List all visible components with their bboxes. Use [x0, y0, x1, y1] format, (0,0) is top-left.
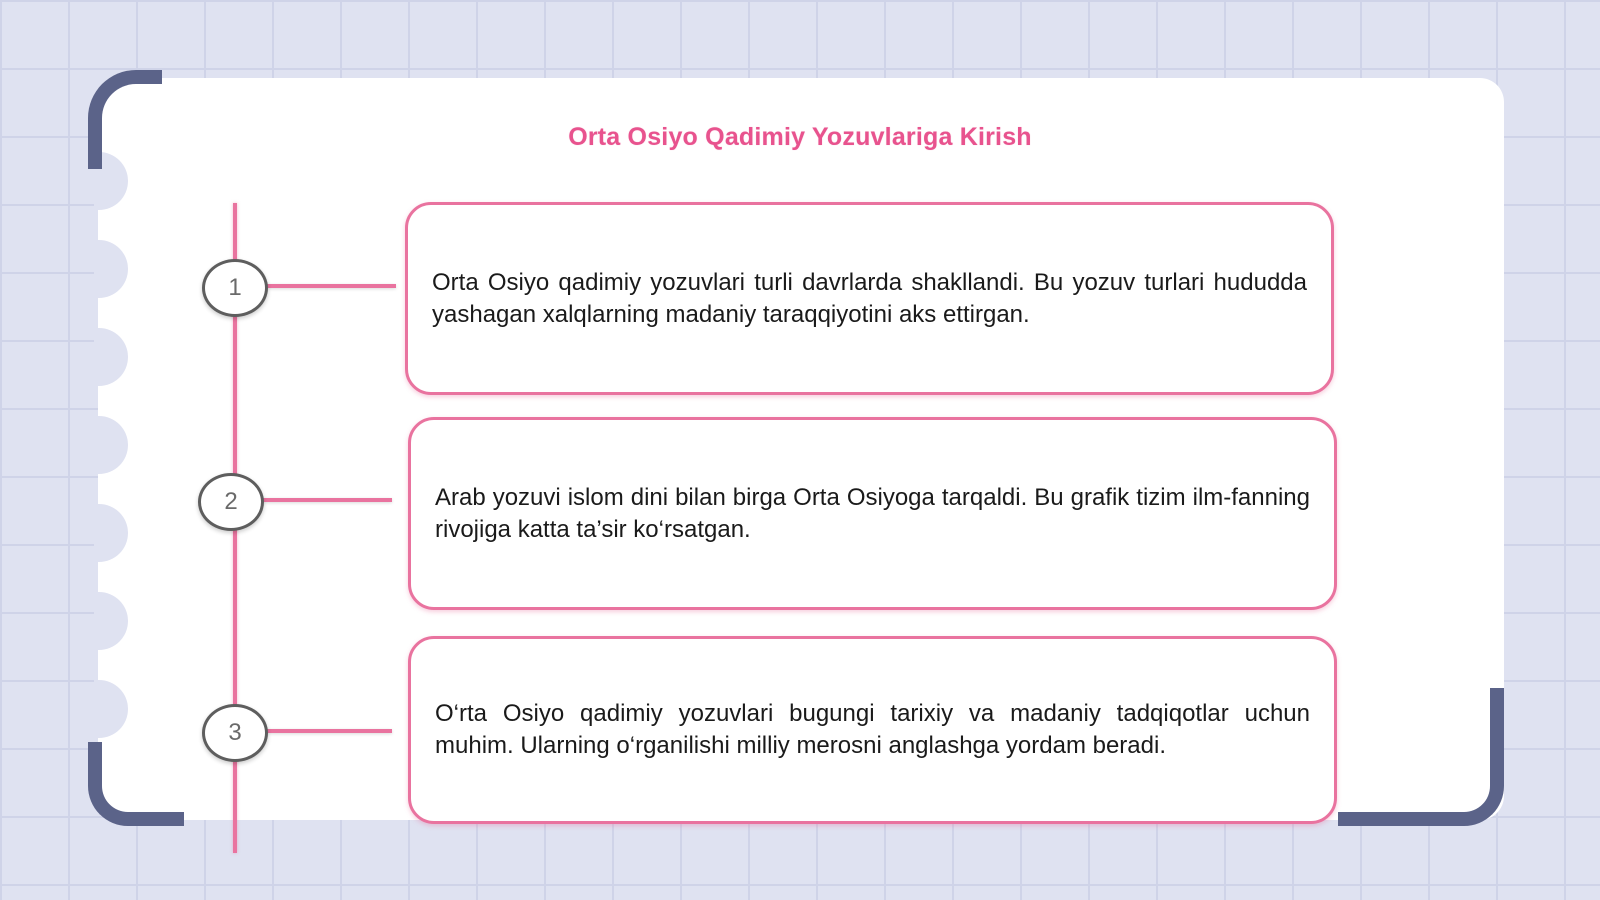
- step-marker-3: [202, 704, 268, 762]
- step-card-3: [408, 636, 1337, 824]
- corner-bracket-top-left: [88, 70, 162, 169]
- step-marker-1: [202, 259, 268, 317]
- step-card-2: [408, 417, 1337, 610]
- step-text: Orta Osiyo qadimiy yozuvlari turli davrlarda shakllandi. Bu yozuv turlari hududda yashagan xalqlarning madaniy taraqqiyotini aks ettirgan.: [432, 268, 1307, 328]
- connector-line-3: [266, 729, 392, 733]
- step-marker-2: [198, 473, 264, 531]
- corner-bracket-bottom-right: [1338, 688, 1504, 826]
- step-text: Arab yozuvi islom dini bilan birga Orta Osiyoga tarqaldi. Bu grafik tizim ilm-fanning rivojiga katta ta’sir ko‘rsatgan.: [435, 483, 1310, 543]
- corner-bracket-bottom-left: [88, 742, 184, 826]
- step-number: 2: [224, 488, 238, 515]
- slide-title: Orta Osiyo Qadimiy Yozuvlariga Kirish: [568, 123, 1032, 151]
- connector-line-1: [266, 284, 396, 288]
- step-number: 1: [228, 274, 242, 301]
- step-number: 3: [228, 719, 242, 746]
- step-card-1: [405, 202, 1334, 395]
- step-text: O‘rta Osiyo qadimiy yozuvlari bugungi tarixiy va madaniy tadqiqotlar uchun muhim. Ularning o‘rganilishi milliy merosni anglashga yordam beradi.: [435, 700, 1310, 759]
- connector-line-2: [262, 498, 392, 502]
